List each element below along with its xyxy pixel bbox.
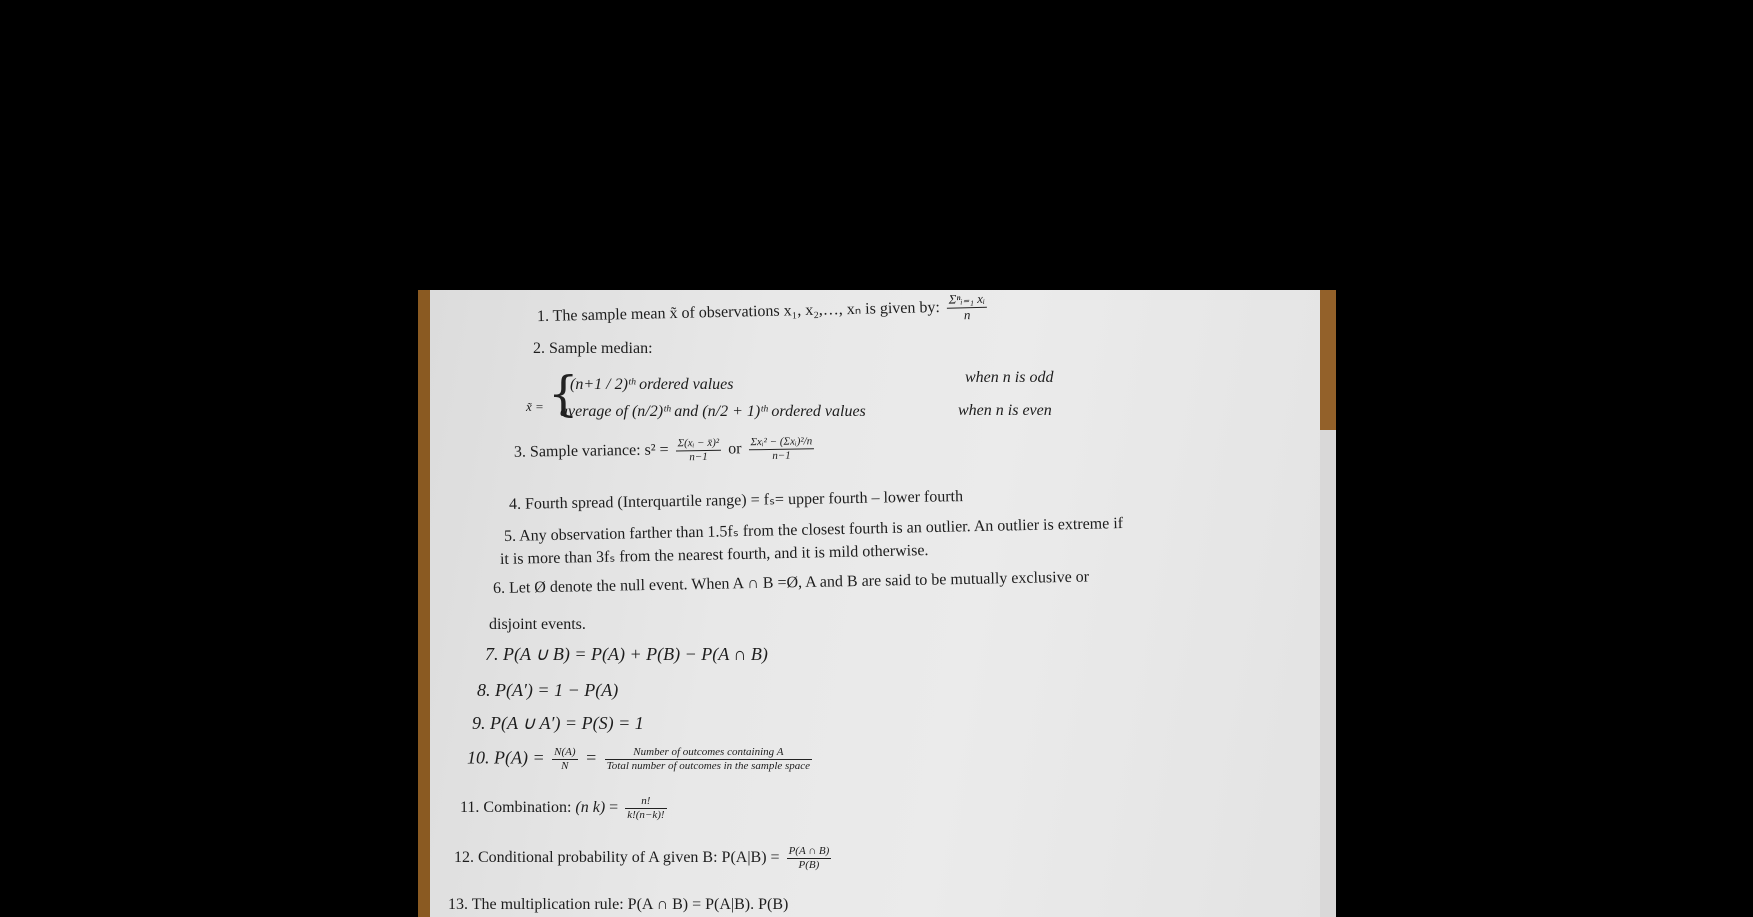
item-1-sample-mean — [537, 292, 991, 333]
fraction-numerator: Σ(xᵢ − x̄)² — [675, 437, 721, 451]
fraction-numerator: Σxᵢ² − (Σxᵢ)²/n — [748, 435, 814, 450]
fraction-denominator: k!(n−k)! — [627, 808, 665, 821]
median-case-odd-text: (n+1 / 2)ᵗʰ ordered values — [570, 376, 734, 393]
fraction-denominator: Total number of outcomes in the sample space — [606, 759, 811, 772]
background-wall — [1318, 430, 1336, 917]
equals-sign: = — [585, 747, 598, 768]
fraction-denominator: n−1 — [689, 450, 708, 463]
item-1-text: 1. The sample mean x̃ of observations x₁, x₂,…, xₙ is given by: — [536, 298, 941, 326]
item-3-sample-variance — [514, 435, 818, 466]
median-case-even-text: average of (n/2)ᵗʰ and (n/2 + 1)ᵗʰ ordered values — [560, 403, 866, 420]
equals-sign: = — [609, 798, 619, 816]
item-8-complement-rule: 8. P(A′) = 1 − P(A) — [477, 680, 619, 700]
item-7-addition-rule: 7. P(A ∪ B) = P(A) + P(B) − P(A ∩ B) — [485, 644, 768, 664]
item-5-line-1: 5. Any observation farther than 1.5fₛ from the closest fourth is an outlier. An outlier is extreme if — [503, 515, 1124, 545]
item-6-line-1: 6. Let Ø denote the null event. When A ∩ B =Ø, A and B are said to be mutually exclusive or — [492, 568, 1090, 597]
fraction-denominator: P(B) — [798, 858, 820, 871]
left-brace: { — [548, 366, 579, 422]
combination-fraction — [625, 795, 666, 821]
median-case-even-condition: when n is even — [958, 402, 1052, 419]
fraction-denominator: N — [561, 759, 569, 772]
item-12-conditional-probability — [454, 845, 834, 871]
sample-mean-fraction — [946, 292, 987, 324]
probability-fraction-2 — [605, 746, 812, 772]
binomial-symbol: (n k) — [575, 798, 606, 816]
fraction-denominator: n — [963, 307, 971, 323]
median-lhs: x̃ = — [526, 399, 544, 414]
item-9-sample-space: 9. P(A ∪ A′) = P(S) = 1 — [472, 713, 644, 733]
fraction-numerator: Number of outcomes containing A — [605, 746, 812, 760]
fraction-denominator: n−1 — [772, 449, 791, 462]
item-5-line-2: it is more than 3fₛ from the nearest fourth, and it is mild otherwise. — [499, 542, 929, 568]
item-10-label: 10. P(A) = — [467, 747, 545, 768]
item-6-line-2: disjoint events. — [489, 616, 586, 633]
variance-fraction-1 — [675, 437, 721, 464]
item-10-probability — [467, 746, 815, 772]
item-13-multiplication-rule: 13. The multiplication rule: P(A ∩ B) = P(A|B). P(B) — [448, 896, 789, 913]
fraction-numerator: N(A) — [554, 746, 576, 758]
probability-fraction-1 — [552, 746, 577, 772]
median-case-odd-condition: when n is odd — [965, 369, 1054, 386]
fraction-numerator: Σⁿᵢ₌₁ xᵢ — [946, 292, 987, 309]
formula-sheet — [430, 290, 1320, 917]
item-11-label: 11. Combination: — [460, 798, 572, 816]
item-12-label: 12. Conditional probability of A given B: P(A|B) = — [454, 848, 780, 866]
variance-fraction-2 — [748, 435, 814, 462]
variance-or: or — [728, 440, 742, 458]
item-4-fourth-spread: 4. Fourth spread (Interquartile range) = fₛ= upper fourth – lower fourth — [508, 488, 964, 513]
item-2-text: 2. Sample median: — [533, 340, 653, 357]
conditional-fraction — [787, 845, 832, 871]
fraction-numerator: P(A ∩ B) — [788, 845, 830, 857]
item-3-label: 3. Sample variance: s² = — [513, 441, 669, 461]
fraction-numerator: n! — [625, 795, 666, 809]
item-11-combination — [460, 795, 670, 821]
wood-edge-right — [1318, 290, 1336, 430]
item-2-sample-median — [533, 340, 653, 358]
